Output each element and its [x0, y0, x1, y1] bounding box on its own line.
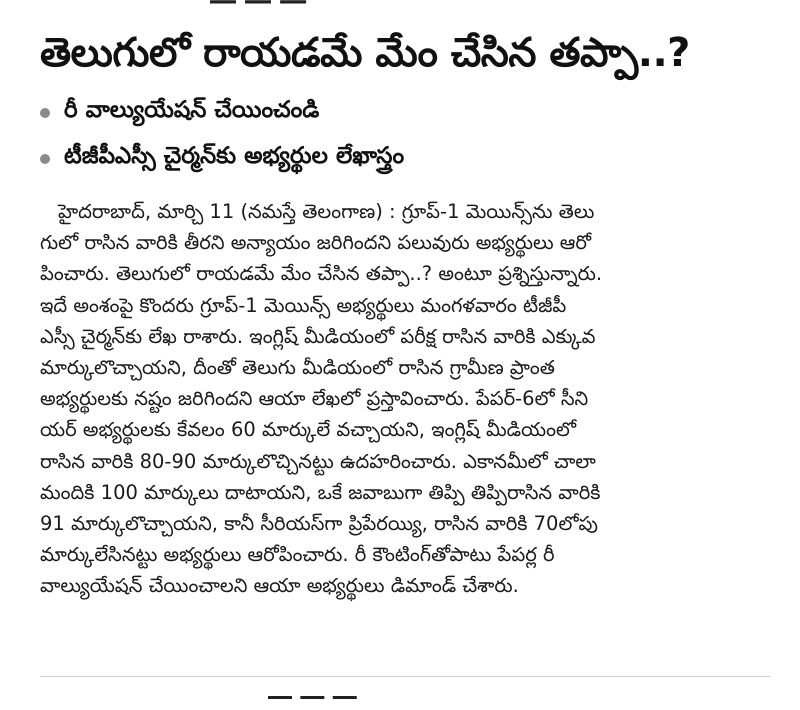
- subheadline-item: [40, 90, 780, 136]
- cropped-text-fragment: ― ― ―: [210, 0, 307, 16]
- column-divider: [40, 676, 770, 677]
- body-line: ఇదే అంశంపై కొందరు గ్రూప్-1 మెయిన్స్ అభ్యర్థులు మంగళవారం టీజీపీ: [40, 293, 567, 317]
- cropped-next-article: [0, 680, 800, 710]
- article-body: [40, 196, 760, 602]
- body-line: హైదరాబాద్, మార్చి 11 (నమస్తే తెలంగాణ) : గ్రూప్-1 మెయిన్స్‌ను తెలు: [58, 200, 595, 223]
- body-line: మార్కులొచ్చాయని, దీంతో తెలుగు మీడియంలో రాసిన గ్రామీణ ప్రాంత: [40, 356, 555, 380]
- body-line: అభ్యర్థులకు నష్టం జరిగిందని ఆయా లేఖలో ప్రస్తావించారు. పేపర్-6లో సీని: [40, 387, 589, 411]
- cropped-previous-article: [0, 0, 800, 22]
- body-line: మందికి 100 మార్కులు దాటాయని, ఒకే జవాబుగా తిప్పి తిప్పిరాసిన వారికి: [40, 480, 601, 504]
- subheadline-item: [40, 136, 780, 182]
- body-line: 91 మార్కులొచ్చాయని, కానీ సీరియస్‌గా ప్రిపేరయ్యి, రాసిన వారికి 70లోపు: [40, 512, 598, 536]
- bullet-icon: [40, 154, 50, 164]
- subheadline-list: [40, 90, 780, 182]
- body-line: వాల్యుయేషన్ చేయించాలని ఆయా అభ్యర్థులు డిమాండ్ చేశారు.: [40, 574, 519, 598]
- subheadline-text: టీజీపీఎస్సీ చైర్మన్‌కు అభ్యర్థుల లేఖాస్త్రం: [64, 143, 405, 169]
- body-line: పించారు. తెలుగులో రాయడమే మేం చేసిన తప్పా..? అంటూ ప్రశ్నిస్తున్నారు.: [40, 262, 603, 286]
- cropped-text-fragment: ― ― ―: [268, 682, 357, 710]
- body-line: గులో రాసిన వారికి తీరని అన్యాయం జరిగిందని పలువురు అభ్యర్థులు ఆరో: [40, 231, 592, 255]
- body-line: రాసిన వారికి 80-90 మార్కులొచ్చినట్టు ఉదహరించారు. ఎకానమీలో చాలా: [40, 449, 596, 473]
- body-line: యర్ అభ్యర్థులకు కేవలం 60 మార్కులే వచ్చాయని, ఇంగ్లిష్ మీడియంలో: [40, 418, 577, 442]
- bullet-icon: [40, 108, 50, 118]
- body-line: ఎస్సీ చైర్మన్‌కు లేఖ రాశారు. ఇంగ్లిష్ మీడియంలో పరీక్ష రాసిన వారికి ఎక్కువ: [40, 324, 596, 348]
- subheadline-text: రీ వాల్యుయేషన్ చేయించండి: [64, 97, 320, 123]
- body-line: మార్కులేసినట్టు అభ్యర్థులు ఆరోపించారు. రీ కౌంటింగ్‌తోపాటు పేపర్ల రీ: [40, 543, 555, 567]
- article-headline: తెలుగులో రాయడమే మేం చేసిన తప్పా..?: [40, 30, 690, 76]
